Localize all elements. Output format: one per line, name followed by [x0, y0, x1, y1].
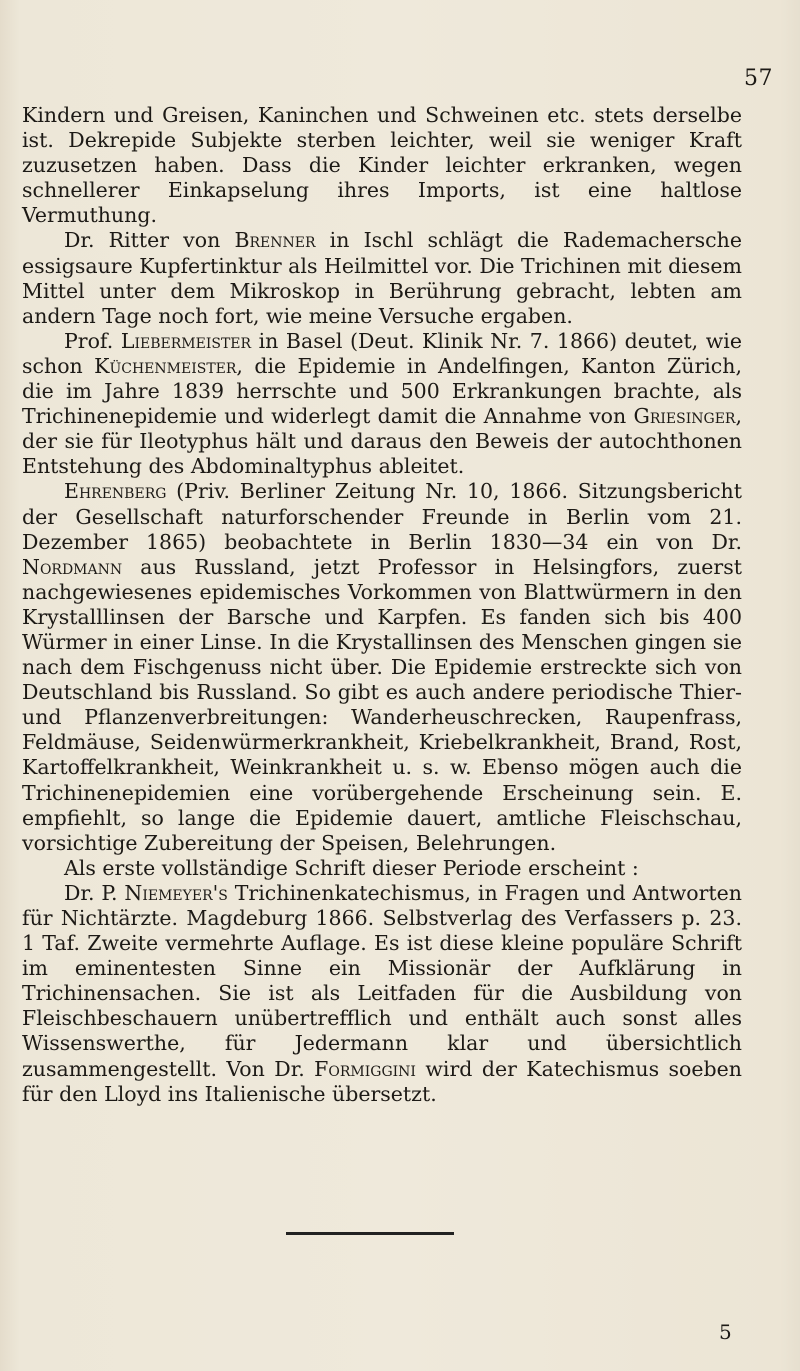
signature-mark: 5: [719, 1320, 732, 1344]
author-name: Griesinger: [633, 404, 736, 429]
paragraph-2: [22, 228, 742, 328]
paragraph-4: [22, 479, 742, 855]
page-number: 57: [744, 66, 773, 91]
body-text: [22, 103, 742, 1107]
author-name: Niemeyer's: [124, 880, 228, 905]
text-segment: Dr. P.: [64, 880, 125, 905]
author-name: Küchenmeister: [94, 353, 237, 378]
text-segment: Prof.: [64, 328, 121, 353]
text-segment: wird der Katechismus soeben für den Lloyd ins Italienische übersetzt.: [22, 1056, 742, 1106]
text-segment: , die Epidemie in Andelfingen, Kanton Zürich, die im Jahre 1839 herrschte und 500 Erkrankungen brachte, als Trichinenepidemie und widerlegt damit die Annahme von: [22, 353, 743, 429]
text-segment: in Basel (Deut. Klinik Nr. 7. 1866) deutet, wie schon: [22, 328, 742, 378]
author-name: Brenner: [234, 228, 316, 253]
text-segment: (Priv. Berliner Zeitung Nr. 10, 1866. Sitzungsbericht der Gesellschaft naturforschender Freunde in Berlin vom 21. Dezember 1865) beobachtete in Berlin 1830—34 ein von Dr.: [22, 479, 742, 554]
author-name: Nordmann: [22, 554, 123, 579]
text-segment: aus Russland, jetzt Professor in Helsingfors, zuerst nachgewiesenes epidemisches Vorkommen von Blattwürmern in den Krystalllinsen der Barsche und Karpfen. Es fanden sich bis 400 Würmer in einer Linse. In die Krystallinsen des Menschen gingen sie nach dem Fischgenuss nicht über. Die Epidemie erstreckte sich von Deutschland bis Russland. So gibt es auch andere periodische Thier- und Pflanzenverbreitungen: Wanderheuschrecken, Raupenfrass, Feldmäuse, Seidenwürmerkrankheit, Kriebelkrankheit, Brand, Rost, Kartoffelkrankheit, Weinkrankheit u. s. w. Ebenso mögen auch die Trichinenepidemien eine vorübergehende Erscheinung sein. E. empfiehlt, so lange die Epidemie dauert, amtliche Fleischschau, vorsichtige Zubereitung der Speisen, Belehrungen.: [22, 554, 742, 855]
author-name: Liebermeister: [120, 328, 252, 353]
author-name: Ehrenberg: [64, 479, 167, 504]
paragraph-5: [22, 856, 742, 881]
text-segment: in Ischl schlägt die Rademachersche essigsaure Kupfertinktur als Heilmittel vor. Die Trichinen mit diesem Mittel unter dem Mikroskop in Berührung gebracht, lebten am andern Tage noch fort, wie meine Versuche ergaben.: [22, 228, 742, 328]
section-rule: [286, 1232, 454, 1235]
text-segment: Dr. Ritter von: [64, 228, 235, 253]
paragraph-6: [22, 881, 742, 1107]
text-segment: Als erste vollständige Schrift dieser Periode erscheint :: [64, 855, 639, 880]
paragraph-1: [22, 103, 742, 228]
text-segment: Kindern und Greisen, Kaninchen und Schweinen etc. stets derselbe ist. Dekrepide Subjekte sterben leichter, weil sie weniger Kraft zuzusetzen haben. Dass die Kinder leichter erkranken, wegen schnellerer Einkapselung ihres Imports, ist eine haltlose Vermuthung.: [22, 103, 742, 228]
text-segment: Trichinenkatechismus, in Fragen und Antworten für Nichtärzte. Magdeburg 1866. Selbstverlag des Verfassers p. 23. 1 Taf. Zweite vermehrte Auflage. Es ist diese kleine populäre Schrift im eminentesten Sinne ein Missionär der Aufklärung in Trichinensachen. Sie ist als Leitfaden für die Ausbildung von Fleischbeschauern unübertrefflich und enthält auch sonst alles Wissenswerthe, für Jedermann klar und übersichtlich zusammengestellt. Von Dr.: [22, 880, 742, 1081]
author-name: Formiggini: [314, 1056, 416, 1081]
paragraph-3: [22, 329, 742, 480]
text-segment: , der sie für Ileotyphus hält und daraus den Beweis der autochthonen Entstehung des Abdominaltyphus ableitet.: [22, 404, 742, 479]
